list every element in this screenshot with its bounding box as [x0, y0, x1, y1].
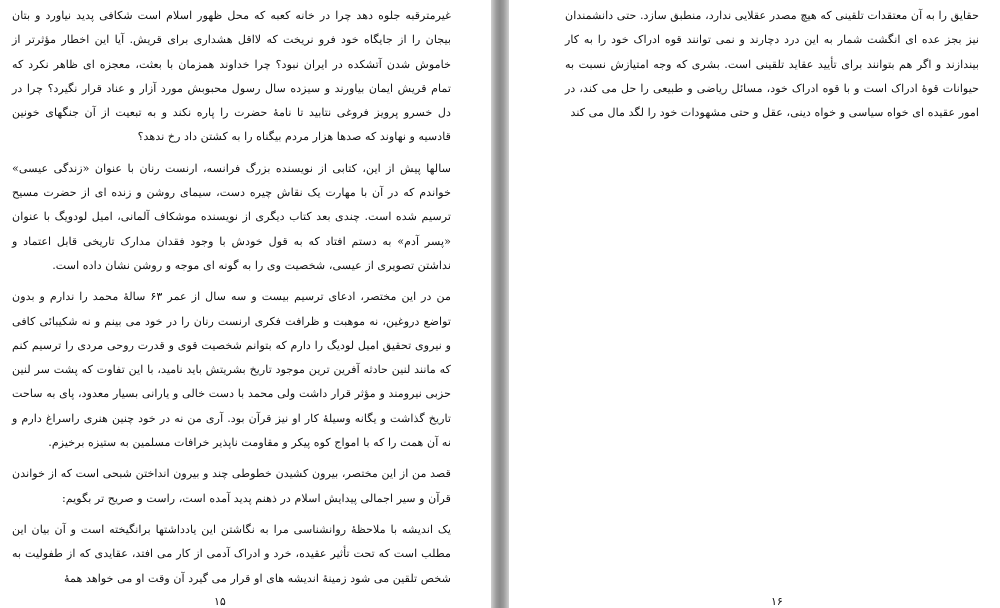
paragraph: حقایق را به آن معتقدات تلقینی که هیچ مصدر عقلایی ندارد، منطبق سازد. حتی دانشمندان نیز بجز عده ای انگشت شمار به این درد دچارند و نمی توانند قوه ادراک خود را به کار بیندازند و اگر هم بتوانند برای تأیید عقاید تلقینی است. بشری که وجه امتیازش نسبت به حیوانات قوهٔ ادراک است و با قوه ادراک خود، مسائل ریاضی و طبیعی را حل می کند، در امور عقیده ای خواه سیاسی و خواه دینی، عقل و حتی مشهودات خود را لگد مال می کند — [565, 9, 979, 120]
paragraph: یک اندیشه با ملاحظهٔ روانشناسی مرا به نگاشتن این یادداشتها برانگیخته است و آن بیان این مطلب است که تحت تأثیر عقیده، خرد و ادراک آدمی از کار می افتد، عقایدی که از طفولیت به شخص تلقین می شود زمینهٔ اندیشه های او قرار می گیرد آن وقت او می خواهد همهٔ — [12, 522, 451, 585]
paragraph: قصد من از این مختصر، بیرون کشیدن خطوطی چند و بیرون انداختن شبحی است که از خواندن قرآن و سیر اجمالی پیدایش اسلام در ذهنم پدید آمده است، راست و صریح تر بگویم: — [12, 467, 451, 505]
right-page — [509, 0, 1000, 608]
right-page-text — [565, 4, 979, 132]
left-page — [0, 0, 491, 608]
paragraph: غیرمترقبه جلوه دهد چرا در خانه کعبه که محل ظهور اسلام است شکافی پدید نیاورد و بتان بیجان را از جایگاه خود فرو نریخت که لااقل هشداری برای قریش. آیا این اخطار مؤثرتر از خاموش شدن آتشکده در ایران نبود؟ چرا خداوند همزمان با بعثت، معجزه ای ظاهر نکرد که تمام قریش ایمان بیاورند و سیزده سال رسول محبوبش مورد آزار و عناد قرار نگیرد؟ چرا در دل خسرو پرویز فروغی نتابید تا نامهٔ حضرت را پاره نکند و به تبعیت از آن جنگهای خونین قادسیه و نهاوند که صدها هزار مردم بیگناه را به کشتن داد رخ ندهد؟ — [12, 9, 451, 144]
book-gutter — [491, 0, 509, 608]
left-page-text — [12, 4, 451, 598]
page-number: ۱۵ — [214, 595, 226, 608]
paragraph: سالها پیش از این، کتابی از نویسنده بزرگ فرانسه، ارنست رنان با عنوان «زندگی عیسی» خواندم که در آن با مهارت یک نقاش چیره دست، سیمای روشن و زنده ای از حضرت مسیح ترسیم شده است. چندی بعد کتاب دیگری از نویسنده موشکاف آلمانی، امیل لودویگ با عنوان «پسر آدم» به دستم افتاد که به قول خودش با وجود فقدان مدارک تاریخی قابل اعتماد و نداشتن تصویری از عیسی، شخصیت وی را به گونه ای موجه و روشن نشان داده است. — [12, 161, 451, 272]
page-number: ۱۶ — [771, 595, 783, 608]
paragraph: من در این مختصر، ادعای ترسیم بیست و سه سال از عمر ۶۳ سالهٔ محمد را ندارم و بدون تواضع دروغین، نه موهبت و ظرافت فکری ارنست رنان را در خود می بینم و نه شکیبائی کافی و نیروی تحقیق امیل لودیگ را دارم که بتوانم شخصیت قوی و قدرت روحی مردی را ترسیم کنم که مانند لنین حادثه آفرین ترین موجود تاریخ بشریتش باید نامید، با این تفاوت که پشت سر لنین حزبی نیرومند و مؤثر قرار داشت ولی محمد با دست خالی و یارانی بسیار معدود، پای به ساحت تاریخ گذاشت و یگانه وسیلهٔ کار او نیز قرآن بود. آری من نه در خود چنین هنری راسراغ دارم و نه آن همت را که با امواج کوه پیکر و مقاومت ناپذیر خرافات مسلمین به ستیزه برخیزم. — [12, 290, 451, 450]
